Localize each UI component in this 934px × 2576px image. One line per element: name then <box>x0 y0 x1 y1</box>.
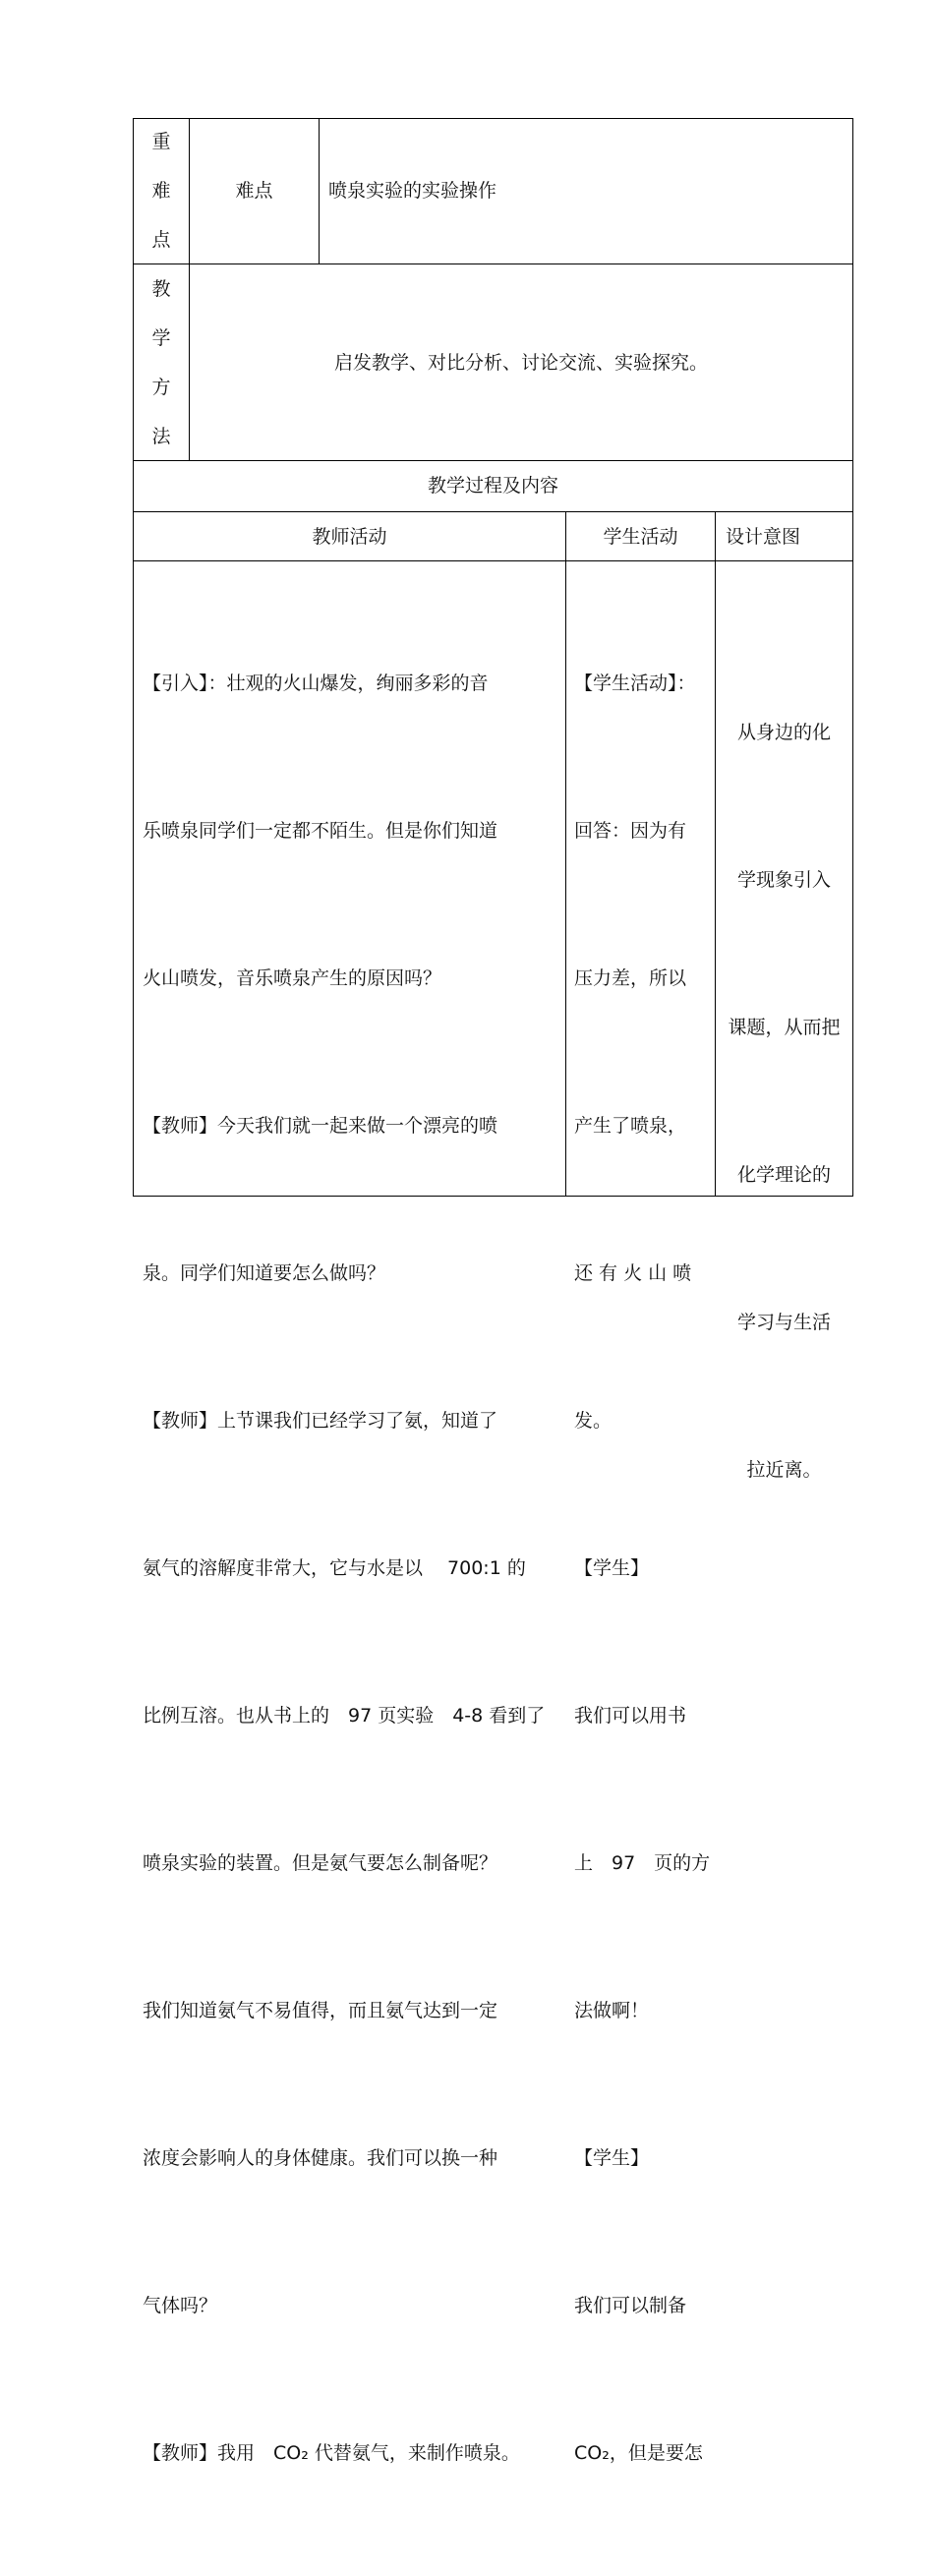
column-header-teacher: 教师活动 <box>312 526 387 548</box>
student-line: 我们可以制备 <box>574 2295 687 2316</box>
teacher-line: 【教师】上节课我们已经学习了氨，知道了 <box>143 1410 498 1432</box>
student-line: 上 97 页的方 <box>574 1852 711 1874</box>
row2-label <box>134 264 189 461</box>
row2-label-char: 法 <box>151 426 171 447</box>
row1-label <box>134 117 189 264</box>
student-line: 【学生活动】： <box>574 673 696 694</box>
column-header-design: 设计意图 <box>726 526 801 548</box>
student-line: 回答：因为有 <box>574 820 687 842</box>
teacher-line: 气体吗？ <box>143 2295 218 2316</box>
row2-label-char: 方 <box>151 377 171 398</box>
row1-label-char: 难 <box>151 180 171 202</box>
teacher-line: 喷泉实验的装置。但是氨气要怎么制备呢？ <box>143 1852 498 1874</box>
design-line: 从身边的化 <box>736 722 831 743</box>
student-line: 发。 <box>574 1410 613 1432</box>
student-line: 产生了喷泉， <box>574 1115 687 1137</box>
teacher-activity-cell <box>143 560 545 2576</box>
student-line: 【学生】 <box>574 1557 650 1579</box>
student-line: 压力差，所以 <box>574 967 687 989</box>
table-rule-sublabel-col <box>319 118 320 264</box>
student-line: 还 有 火 山 喷 <box>574 1262 692 1284</box>
column-header-student: 学生活动 <box>603 526 678 548</box>
teacher-line: 火山喷发，音乐喷泉产生的原因吗？ <box>143 967 442 989</box>
teacher-line: 【教师】今天我们就一起来做一个漂亮的喷 <box>143 1115 498 1137</box>
design-line: 学习与生活 <box>736 1312 831 1333</box>
design-line: 课题，从而把 <box>728 1017 841 1038</box>
teacher-line: 乐喷泉同学们一定都不陌生。但是你们知道 <box>143 820 498 842</box>
student-line: 我们可以用书 <box>574 1705 687 1727</box>
design-line: 学现象引入 <box>736 869 831 891</box>
teacher-line: 我们知道氨气不易值得，而且氨气达到一定 <box>143 2000 498 2021</box>
design-intent-cell <box>716 610 852 1593</box>
design-line: 化学理论的 <box>736 1164 831 1186</box>
row2-label-char: 学 <box>151 327 171 349</box>
student-line: CO₂，但是要怎 <box>574 2442 703 2464</box>
section-title: 教学过程及内容 <box>427 475 558 497</box>
teacher-line: 【教师】我用 CO₂ 代替氨气，来制作喷泉。 <box>143 2442 520 2464</box>
student-line: 法做啊！ <box>574 2000 650 2021</box>
student-activity-cell <box>574 560 710 2576</box>
table-rule-row1 <box>133 263 853 264</box>
design-line: 拉近离。 <box>746 1459 822 1481</box>
row1-sub-label: 难点 <box>235 180 273 202</box>
row1-content: 喷泉实验的实验操作 <box>328 180 497 202</box>
teacher-line: 氨气的溶解度非常大，它与水是以 700:1 的 <box>143 1557 526 1579</box>
row2-content: 启发教学、对比分析、讨论交流、实验探究。 <box>333 352 708 374</box>
teacher-line: 浓度会影响人的身体健康。我们可以换一种 <box>143 2147 498 2169</box>
teacher-line: 【引入】：壮观的火山爆发，绚丽多彩的音 <box>143 673 489 694</box>
row1-label-char: 点 <box>151 229 171 251</box>
teacher-line: 比例互溶。也从书上的 97 页实验 4-8 看到了 <box>143 1705 546 1727</box>
student-line: 【学生】 <box>574 2147 650 2169</box>
teacher-line: 泉。同学们知道要怎么做吗？ <box>143 1262 386 1284</box>
table-border-right <box>852 118 853 1197</box>
table-rule-teacher-col <box>565 511 566 1197</box>
row2-label-char: 教 <box>151 278 171 300</box>
row1-label-char: 重 <box>151 131 171 152</box>
table-border-top <box>133 118 853 119</box>
